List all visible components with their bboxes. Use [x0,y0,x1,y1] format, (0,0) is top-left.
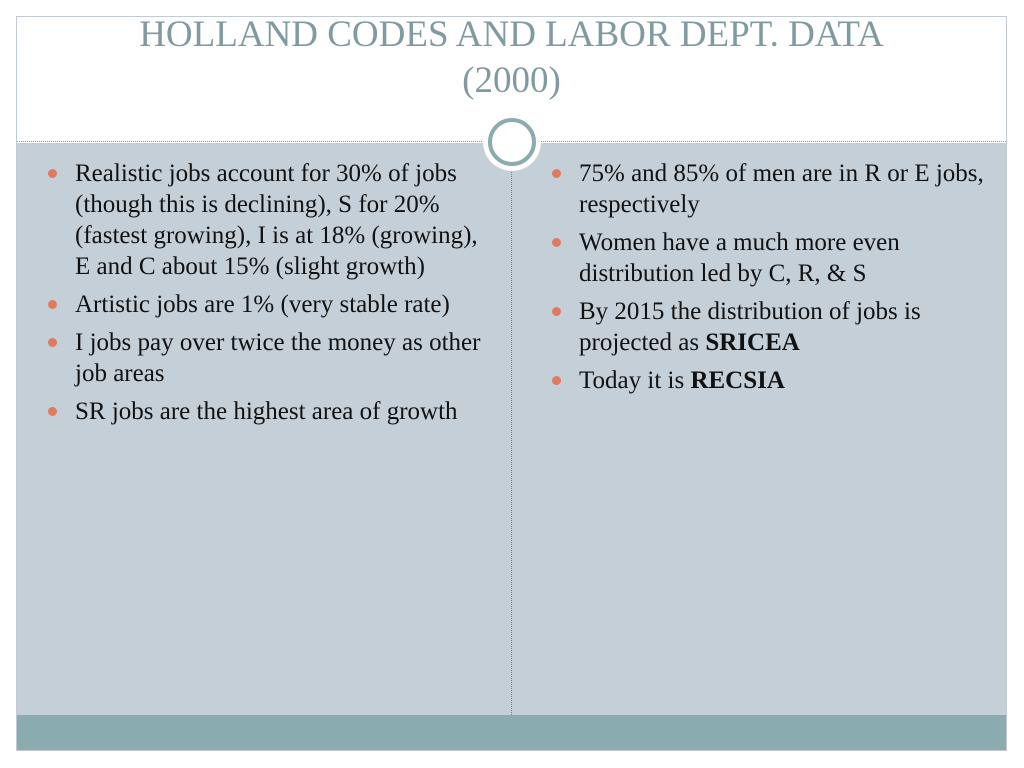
bullet-bold-text: SRICEA [705,329,800,356]
bullet-dot-icon [48,338,57,347]
bullet-text: SR jobs are the highest area of growth [75,398,458,425]
bullet-text: Artistic jobs are 1% (very stable rate) [75,291,450,318]
list-item [43,158,483,282]
list-item [547,296,987,358]
bullet-text: By 2015 the distribution of jobs is projected as [579,298,921,356]
list-item [43,327,483,389]
right-bullet-list [547,158,987,396]
list-item [547,158,987,220]
left-bullet-list [43,158,483,427]
list-item [43,289,483,320]
bullet-bold-text: RECSIA [690,367,785,394]
circle-ornament-icon [488,118,536,166]
bullet-dot-icon [48,300,57,309]
footer-bar [17,715,1006,750]
bullet-dot-icon [552,169,561,178]
bullet-text: Women have a much more even distribution led by C, R, & S [579,229,900,287]
list-item [547,227,987,289]
bullet-text: Today it is [579,367,691,394]
slide-title-line-2: (2000) [462,60,561,101]
bullet-dot-icon [552,307,561,316]
slide-title [16,12,1007,104]
left-column [43,158,483,434]
bullet-dot-icon [552,376,561,385]
bullet-dot-icon [48,169,57,178]
bullet-dot-icon [552,238,561,247]
bullet-text: Realistic jobs account for 30% of jobs (though this is declining), S for 20% (fastest growing), I is at 18% (growing), E and C about 15% (slight growth) [75,160,478,280]
list-item [547,365,987,396]
bullet-text: I jobs pay over twice the money as other job areas [75,329,481,387]
right-column [547,158,987,403]
column-divider [511,143,512,715]
bullet-dot-icon [48,407,57,416]
slide-title-line-1: HOLLAND CODES AND LABOR DEPT. DATA [139,14,884,55]
bullet-text: 75% and 85% of men are in R or E jobs, respectively [579,160,984,218]
list-item [43,396,483,427]
